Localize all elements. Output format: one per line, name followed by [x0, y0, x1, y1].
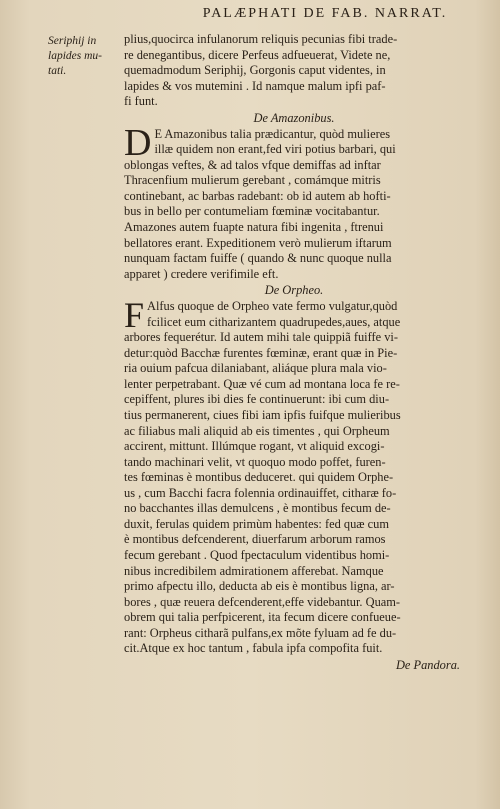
- text-line: detur:quòd Bacchæ furentes fœminæ, erant quæ in Pie-: [124, 345, 398, 360]
- text-line: accirent, mittunt. Illúmque rogant, vt aliquid excogi-: [124, 439, 385, 454]
- text-line: primo afpectu illo, deducta ab eis è montibus ligna, ar-: [124, 579, 395, 594]
- text-line: Thracenfium mulierum gerebant , comámque mitris: [124, 173, 381, 188]
- section-heading-amazons: De Amazonibus.: [253, 110, 335, 125]
- text-line: continebant, ac barbas radebant: ob id autem ab hofti-: [124, 188, 391, 203]
- drop-cap: F: [124, 295, 145, 336]
- text-line: re denegantibus, dicere Perfeus adfueuerat, Videte ne,: [124, 47, 391, 62]
- text-line: rant: Orpheus citharã pulfans,ex mõte fyluam ad fe du-: [124, 625, 397, 640]
- section-amazons: [124, 121, 464, 164]
- margin-note-line: lapides mu-: [48, 50, 102, 62]
- text-line: us , cum Bacchi facra folennia ordinauiffet, citharæ fo-: [124, 485, 397, 500]
- text-line: obrem qui talia perfpicerent, ita fecum dicere confueue-: [124, 610, 401, 625]
- text-line: bellatores erant. Expeditionem verò mulierum iftarum: [124, 235, 392, 250]
- text-line: nibus incredibilem admirationem afferebat. Namque: [124, 563, 384, 578]
- text-line: duxit, ferulas quidem primùm habentes: fed quæ cum: [124, 516, 389, 531]
- section-orpheus: [124, 295, 464, 336]
- text-line: arbores fequerétur. Id autem mihi tale quippiã fuiffe vi-: [124, 330, 398, 345]
- margin-note: [48, 34, 116, 79]
- text-line: oblongas veftes, & ad talos vfque demiffas ad inftar: [124, 157, 381, 172]
- main-text-block: [124, 32, 464, 674]
- text-line: tando machinari velit, vt quoquo modo poffet, furen-: [124, 454, 386, 469]
- text-line: ac filiabus mali aliquid ab eis timentes , qui Orpheum: [124, 423, 390, 438]
- drop-cap: D: [124, 121, 152, 164]
- catchword: De Pandora.: [395, 657, 460, 672]
- text-line: ria ouium pafcua dilaniabant, aliáque plura mala vio-: [124, 361, 387, 376]
- text-line: bores , quæ reuera defcenderent,effe videbantur. Quam-: [124, 594, 401, 609]
- text-line: fecum gerebant . Quod fpectaculum videntibus homi-: [124, 547, 390, 562]
- text-line: fi funt.: [124, 94, 158, 109]
- text-line: illæ quidem non erant,fed viri potius barbari, qui: [154, 142, 396, 157]
- running-head: PALÆPHATI DE FAB. NARRAT.: [202, 6, 448, 21]
- text-line: Alfus quoque de Orpheo vate fermo vulgatur,quòd: [147, 299, 398, 314]
- text-line: cit.Atque ex hoc tantum , fabula ipfa compofita fuit.: [124, 641, 383, 656]
- section-seriphii: [124, 32, 464, 110]
- text-line: tes fœminas è montibus deduceret. qui quidem Orphe-: [124, 470, 394, 485]
- text-line: fcilicet eum citharizantem quadrupedes,aues, atque: [147, 314, 401, 329]
- text-line: Amazones autem fuapte natura fibi ingenita , ftrenui: [124, 220, 384, 235]
- text-line: nunquam factam fuiffe ( quando & nunc quoque nulla: [124, 251, 392, 266]
- margin-note-line: tati.: [48, 65, 67, 77]
- text-line: è montibus defcenderent, diuerfarum arborum ramos: [124, 532, 386, 547]
- text-line: tius permanerent, ciues fibi iam ipfis fuifque mulieribus: [124, 408, 401, 423]
- text-line: no bacchantes illas demulcens , è montibus fecum de-: [124, 501, 391, 516]
- margin-note-line: Seriphij in: [48, 35, 97, 47]
- text-line: lenter perpetrabant. Quæ vé cum ad montana loca fe re-: [124, 376, 400, 391]
- text-line: plius,quocirca infulanorum reliquis pecunias fibi trade-: [124, 32, 398, 46]
- text-line: bus in bello per contumeliam fœminæ vocitabantur.: [124, 204, 380, 219]
- text-line: lapides & vos mutemini . Id namque malum ipfi paf-: [124, 78, 386, 93]
- text-line: E Amazonibus talia prædicantur, quòd mulieres: [154, 126, 391, 141]
- section-heading-orpheus: De Orpheo.: [264, 283, 324, 298]
- text-line: quemadmodum Seriphij, Gorgonis caput videntes, in: [124, 63, 386, 78]
- text-line: apparet ) credere verifimile eft.: [124, 266, 279, 281]
- text-line: cepiffent, plures ibi dies fe continuerunt: ibi cum diu-: [124, 392, 390, 407]
